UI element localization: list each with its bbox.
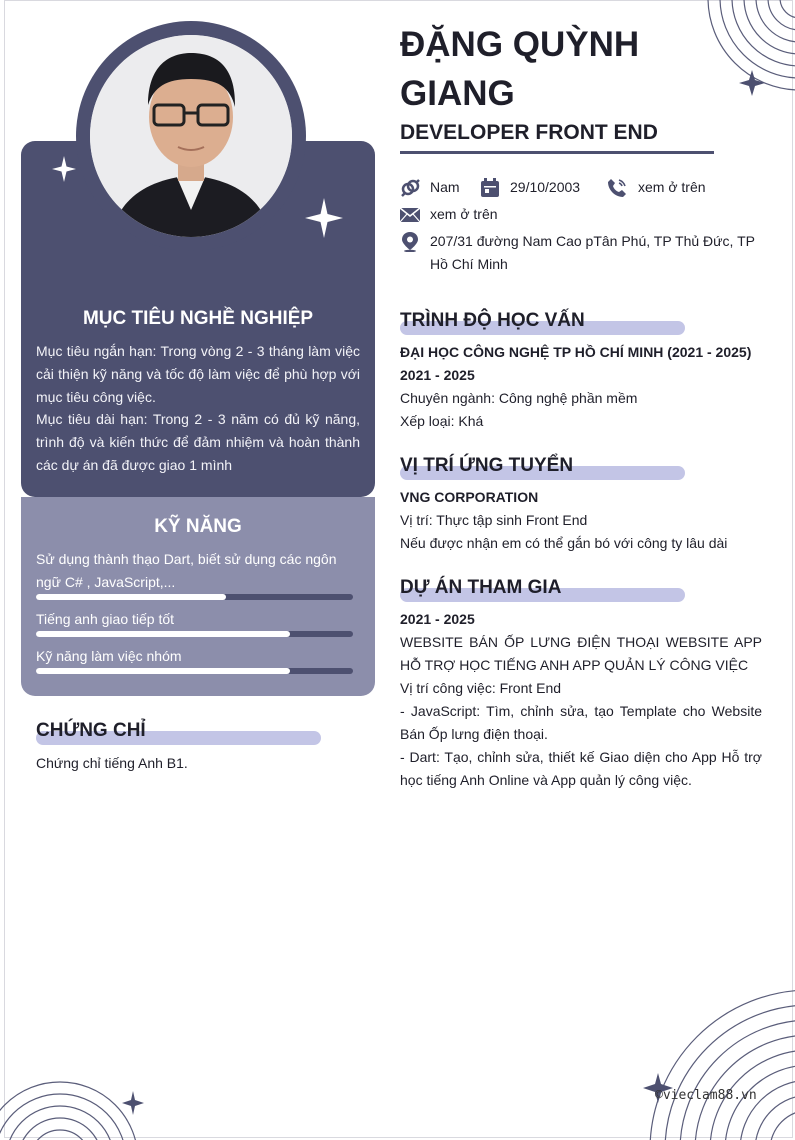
skill-bar: [36, 594, 353, 600]
skill-bar-fill: [36, 594, 226, 600]
projects-title: DỰ ÁN THAM GIA: [400, 577, 562, 598]
projects-detail-1: - JavaScript: Tìm, chỉnh sửa, tạo Template cho Website Bán Ốp lưng điện thoại.: [400, 703, 762, 742]
calendar-icon: [480, 178, 500, 198]
phone-icon: [607, 178, 627, 198]
skill-label: Kỹ năng làm việc nhóm: [36, 648, 182, 664]
objective-long-term: Mục tiêu dài hạn: Trong 2 - 3 năm có đủ kỹ năng, trình độ và kiến thức để đảm nhiệm và hoàn thành các dự án đã được giao 1 mình: [36, 411, 360, 473]
decor-arcs-bottom-right: [640, 960, 795, 1140]
candidate-role: DEVELOPER FRONT END: [400, 121, 658, 144]
objective-title: MỤC TIÊU NGHỀ NGHIỆP: [82, 308, 314, 329]
projects-names: WEBSITE BÁN ỐP LƯNG ĐIỆN THOẠI WEBSITE APP HỖ TRỢ HỌC TIẾNG ANH APP QUẢN LÝ CÔNG VIỆC: [400, 634, 762, 673]
sparkle-icon: [305, 198, 343, 238]
education-school: ĐẠI HỌC CÔNG NGHỆ TP HỒ CHÍ MINH (2021 - 2025): [400, 344, 752, 360]
sparkle-icon: [122, 1091, 144, 1115]
email-value: xem ở trên: [430, 206, 498, 222]
role-divider: [400, 151, 714, 154]
person-photo-icon: [90, 35, 292, 237]
certificates-title: CHỨNG CHỈ: [36, 720, 146, 741]
email-icon: [400, 205, 420, 225]
skill-label: Tiếng anh giao tiếp tốt: [36, 611, 175, 627]
gender-value: Nam: [430, 179, 460, 195]
phone-value: xem ở trên: [638, 179, 706, 195]
gender-icon: [400, 178, 420, 198]
position-title: VỊ TRÍ ỨNG TUYỂN: [400, 455, 574, 476]
decor-arcs-bottom-left: [5, 1065, 155, 1140]
projects-role: Vị trí công việc: Front End: [400, 680, 562, 696]
sparkle-icon: [739, 70, 765, 96]
birthday-value: 29/10/2003: [510, 179, 581, 195]
education-period: 2021 - 2025: [400, 367, 475, 383]
position-company: VNG CORPORATION: [400, 489, 539, 505]
certificates-text: Chứng chỉ tiếng Anh B1.: [36, 755, 188, 771]
education-major: Chuyên ngành: Công nghệ phần mềm: [400, 390, 638, 406]
position-note: Nếu được nhận em có thể gắn bó với công ty lâu dài: [400, 535, 728, 551]
sparkle-icon: [52, 156, 76, 182]
skill-bar-fill: [36, 668, 290, 674]
candidate-name: ĐẶNG QUỲNH GIANG: [400, 25, 640, 113]
avatar: [90, 35, 292, 237]
address-value: 207/31 đường Nam Cao pTân Phú, TP Thủ Đức, TP Hồ Chí Minh: [430, 233, 755, 272]
skill-label: Sử dụng thành thạo Dart, biết sử dụng các ngôn ngữ C# , JavaScript,...: [36, 551, 337, 590]
education-title: TRÌNH ĐỘ HỌC VẤN: [400, 310, 585, 331]
projects-detail-2: - Dart: Tạo, chỉnh sửa, thiết kế Giao diện cho App Hỗ trợ học tiếng Anh Online và App quản lý công việc.: [400, 749, 762, 788]
skill-bar: [36, 668, 353, 674]
education-grade: Xếp loại: Khá: [400, 413, 484, 429]
skill-bar-fill: [36, 631, 290, 637]
projects-period: 2021 - 2025: [400, 611, 475, 627]
watermark: ©vieclam88.vn: [655, 1088, 757, 1103]
location-icon: [400, 232, 420, 252]
skill-bar: [36, 631, 353, 637]
skills-title: KỸ NĂNG: [154, 516, 242, 537]
position-role: Vị trí: Thực tập sinh Front End: [400, 512, 588, 528]
objective-short-term: Mục tiêu ngắn hạn: Trong vòng 2 - 3 tháng làm việc cải thiện kỹ năng và tốc độ làm việc để phù hợp với mục tiêu công việc.: [36, 343, 360, 405]
